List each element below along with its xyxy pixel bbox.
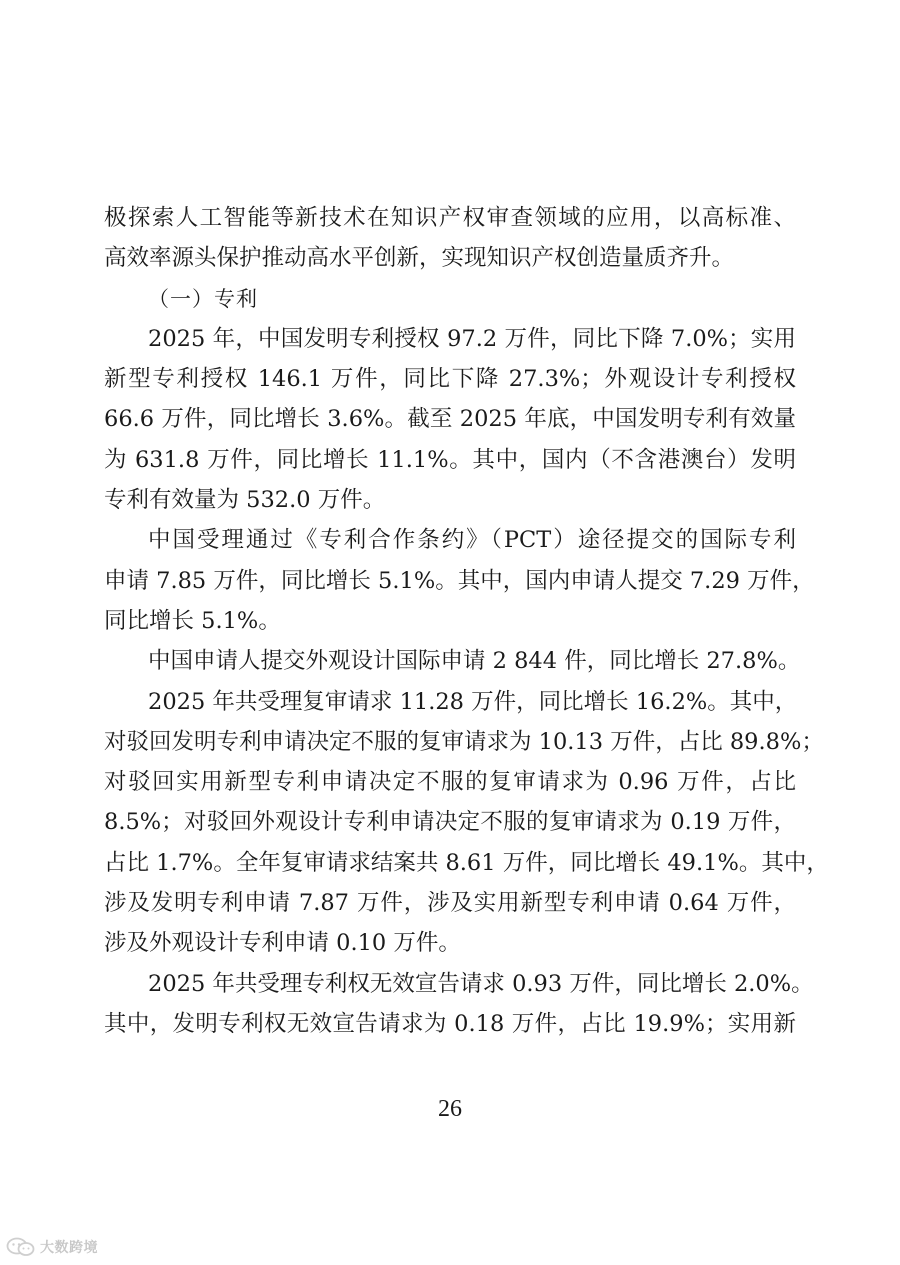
text-line: 同比增长 5.1%。 [104,607,281,634]
text-line: 8.5%；对驳回外观设计专利申请决定不服的复审请求为 0.19 万件， [104,809,796,836]
section-heading: （一）专利 [148,286,258,311]
text-line: 为 631.8 万件，同比增长 11.1%。其中，国内（不含港澳台）发明 [104,446,796,473]
text-line: 极探索人工智能等新技术在知识产权审查领域的应用，以高标准、 [104,205,796,231]
text-line: 申请 7.85 万件，同比增长 5.1%。其中，国内申请人提交 7.29 万件， [104,567,815,594]
watermark [6,1236,98,1258]
text-line: 对驳回实用新型专利申请决定不服的复审请求为 0.96 万件，占比 [104,769,796,796]
text-line: 中国受理通过《专利合作条约》（PCT）途径提交的国际专利 [148,527,796,554]
watermark-text: 大数跨境 [40,1240,98,1256]
text-line: 中国申请人提交外观设计国际申请 2 844 件，同比增长 27.8%。 [148,648,801,675]
text-line: 高效率源头保护推动高水平创新，实现知识产权创造量质齐升。 [104,245,735,272]
text-line: 涉及发明专利申请 7.87 万件，涉及实用新型专利申请 0.64 万件， [104,890,796,917]
text-line: 2025 年共受理专利权无效宣告请求 0.93 万件，同比增长 2.0%。 [148,970,814,997]
text-line: 66.6 万件，同比增长 3.6%。截至 2025 年底，中国发明专利有效量 [104,406,796,433]
text-line: 占比 1.7%。全年复审请求结案共 8.61 万件，同比增长 49.1%。其中， [104,849,829,876]
text-line: 2025 年共受理复审请求 11.28 万件，同比增长 16.2%。其中， [148,688,798,715]
text-line: 其中，发明专利权无效宣告请求为 0.18 万件，占比 19.9%；实用新 [104,1010,796,1037]
document-body [104,198,829,1044]
text-line: 专利有效量为 532.0 万件。 [104,487,386,514]
page-number: 26 [438,1096,462,1122]
text-line: 对驳回发明专利申请决定不服的复审请求为 10.13 万件，占比 89.8%； [104,728,824,755]
wechat-logo-icon [6,1237,36,1257]
text-line: 2025 年，中国发明专利授权 97.2 万件，同比下降 7.0%；实用 [148,325,796,352]
text-line: 涉及外观设计专利申请 0.10 万件。 [104,930,461,957]
text-line: 新型专利授权 146.1 万件，同比下降 27.3%；外观设计专利授权 [104,366,796,393]
